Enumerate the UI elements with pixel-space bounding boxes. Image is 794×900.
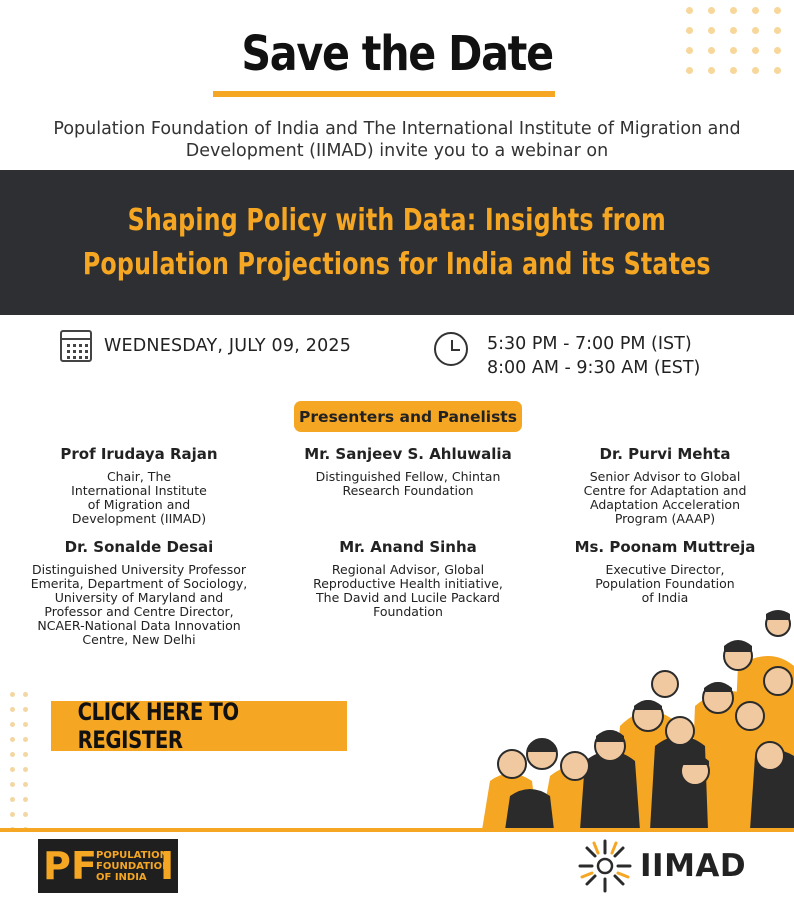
pfi-logo-line: POPULATION bbox=[96, 849, 169, 861]
webinar-title-line-1: Shaping Policy with Data: Insights from bbox=[127, 202, 667, 238]
clock-icon bbox=[434, 332, 468, 366]
date-text: WEDNESDAY, JULY 09, 2025 bbox=[104, 336, 352, 356]
pfi-logo bbox=[38, 839, 178, 893]
webinar-banner bbox=[0, 170, 794, 315]
presenter-name: Dr. Sonalde Desai bbox=[64, 538, 214, 556]
pfi-logo-f: F bbox=[71, 844, 97, 888]
time-ist: 5:30 PM - 7:00 PM (IST) bbox=[487, 334, 692, 354]
calendar-icon bbox=[60, 330, 92, 362]
presenter-name: Dr. Purvi Mehta bbox=[599, 445, 731, 463]
register-button-label: CLICK HERE TO REGISTER bbox=[77, 698, 239, 754]
presenter-card bbox=[19, 445, 259, 526]
presenters-heading: Presenters and Panelists bbox=[294, 401, 522, 432]
bottom-divider bbox=[0, 828, 794, 832]
decorative-dots-left bbox=[10, 692, 28, 832]
time-est: 8:00 AM - 9:30 AM (EST) bbox=[487, 358, 701, 378]
webinar-title bbox=[83, 199, 711, 287]
pfi-logo-p: P bbox=[43, 844, 71, 888]
presenter-role: Distinguished University Professor Emerita, Department of Sociology, University of Maryland and Professor and Centre Director, NCAER-National Data Innovation Centre, New Delhi bbox=[30, 562, 248, 647]
page-title: Save the Date bbox=[241, 26, 553, 82]
presenter-name: Mr. Anand Sinha bbox=[339, 538, 477, 556]
pfi-logo-text bbox=[96, 849, 171, 883]
presenter-card bbox=[545, 445, 785, 526]
event-date bbox=[60, 330, 351, 362]
presenter-name: Prof Irudaya Rajan bbox=[60, 445, 218, 463]
presenter-card bbox=[288, 445, 528, 498]
presenter-card bbox=[19, 538, 259, 647]
presenter-role: Executive Director, Population Foundation of India bbox=[595, 562, 735, 605]
pfi-logo-line: OF INDIA bbox=[96, 871, 147, 883]
presenter-role: Distinguished Fellow, Chintan Research Foundation bbox=[315, 469, 501, 498]
presenter-name: Ms. Poonam Muttreja bbox=[574, 538, 756, 556]
page-title-wrap bbox=[0, 26, 794, 82]
presenter-card bbox=[545, 538, 785, 605]
presenter-role: Senior Advisor to Global Centre for Adaptation and Adaptation Acceleration Program (AAAP) bbox=[583, 469, 747, 526]
invite-text: Population Foundation of India and The International Institute of Migration and Development (IIMAD) invite you to a webinar on bbox=[53, 119, 741, 161]
iimad-emblem-icon bbox=[576, 837, 634, 895]
presenter-name: Mr. Sanjeev S. Ahluwalia bbox=[304, 445, 512, 463]
presenter-role: Regional Advisor, Global Reproductive Health initiative, The David and Lucile Packard Foundation bbox=[313, 562, 503, 619]
presenter-role: Chair, The International Institute of Migration and Development (IIMAD) bbox=[71, 469, 207, 526]
event-time bbox=[487, 332, 700, 380]
webinar-title-line-2: Population Projections for India and its States bbox=[83, 246, 711, 282]
pfi-logo-line: FOUNDATION bbox=[96, 860, 171, 872]
pfi-logo-i: I bbox=[160, 844, 175, 888]
register-button[interactable] bbox=[51, 698, 347, 754]
iimad-logo bbox=[576, 836, 762, 896]
title-underline bbox=[213, 91, 555, 97]
crowd-illustration bbox=[480, 606, 794, 830]
iimad-logo-text: IIMAD bbox=[640, 848, 747, 884]
